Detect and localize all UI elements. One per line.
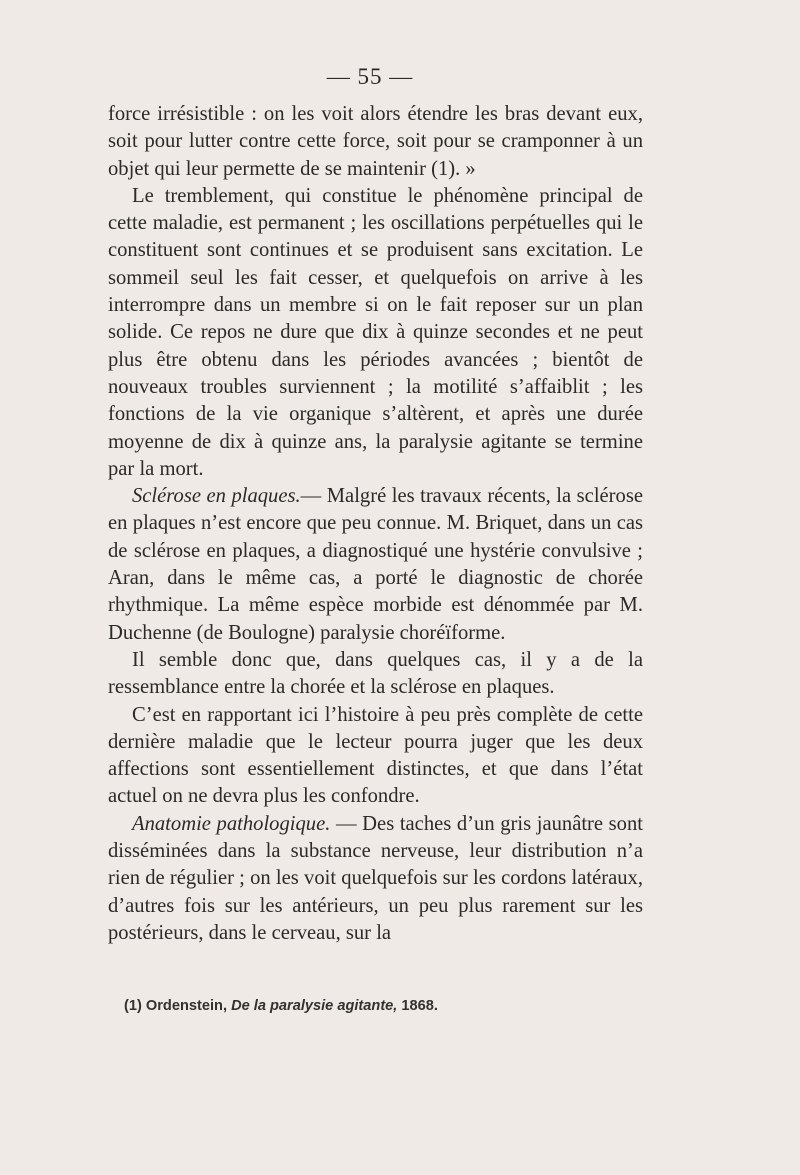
footnote-marker: (1) <box>124 998 142 1014</box>
footnote-title: De la paralysie agitante, <box>231 998 398 1014</box>
section-heading-sclerose: Sclérose en plaques. <box>132 485 301 508</box>
paragraph-2-text: Le tremblement, qui constitue le phénomène principal de cette maladie, est permanent ; les oscillations perpétuelles qui le constituent sont continues et se produisent sans excitation. Le sommeil seul les fait cesser, et quelquefois on arrive à les interrompre dans un membre si on le fait reposer sur un plan solide. Ce repos ne dure que dix à quinze secondes et ne peut plus être obtenu dans les périodes avancées ; bientôt de nouveaux troubles surviennent ; la motilité s’affaiblit ; les fonctions de la vie organique s’altèrent, et après une durée moyenne de dix à quinze ans, la paralysie agitante se termine par la mort. <box>108 184 643 480</box>
paragraph-3 <box>108 483 643 647</box>
paragraph-1-text: force irrésistible : on les voit alors étendre les bras devant eux, soit pour lutter contre cette force, soit pour se cramponner à un objet qui leur permette de se maintenir (1). » <box>108 103 643 180</box>
section-heading-anatomie: Anatomie pathologique. <box>132 812 331 835</box>
footnote-year: 1868. <box>401 998 438 1014</box>
paragraph-6-text: — Des taches d’un gris jaunâtre sont disséminées dans la substance nerveuse, leur distribution n’a rien de régulier ; on les voit quelquefois sur les cordons latéraux, d’autres fois sur les antérieurs, un peu plus rarement sur les postérieurs, dans le cerveau, sur la <box>108 812 643 944</box>
body-text <box>108 101 643 947</box>
paragraph-5-text: C’est en rapportant ici l’histoire à peu près complète de cette dernière maladie que le lecteur pourra juger que les deux affections sont essentiellement distinctes, et que dans l’état actuel on ne devra plus les confondre. <box>108 703 643 808</box>
page-number: — 55 — <box>326 64 414 89</box>
paragraph-6 <box>108 811 643 947</box>
paragraph-4-text: Il semble donc que, dans quelques cas, il y a de la ressemblance entre la chorée et la sclérose en plaques. <box>108 648 643 699</box>
paragraph-5 <box>108 702 643 811</box>
paragraph-3-text: — Malgré les travaux récents, la sclérose en plaques n’est encore que peu connue. M. Briquet, dans un cas de sclérose en plaques, a diagnostiqué une hystérie convulsive ; Aran, dans le même cas, a porté le diagnostic de chorée rhythmique. La même espèce morbide est dénommée par M. Duchenne (de Boulogne) paralysie choréïforme. <box>108 485 643 644</box>
footnote <box>124 996 644 1016</box>
footnote-author: Ordenstein, <box>145 998 227 1014</box>
paragraph-1 <box>108 101 643 183</box>
paragraph-4 <box>108 647 643 702</box>
paragraph-2 <box>108 183 643 483</box>
